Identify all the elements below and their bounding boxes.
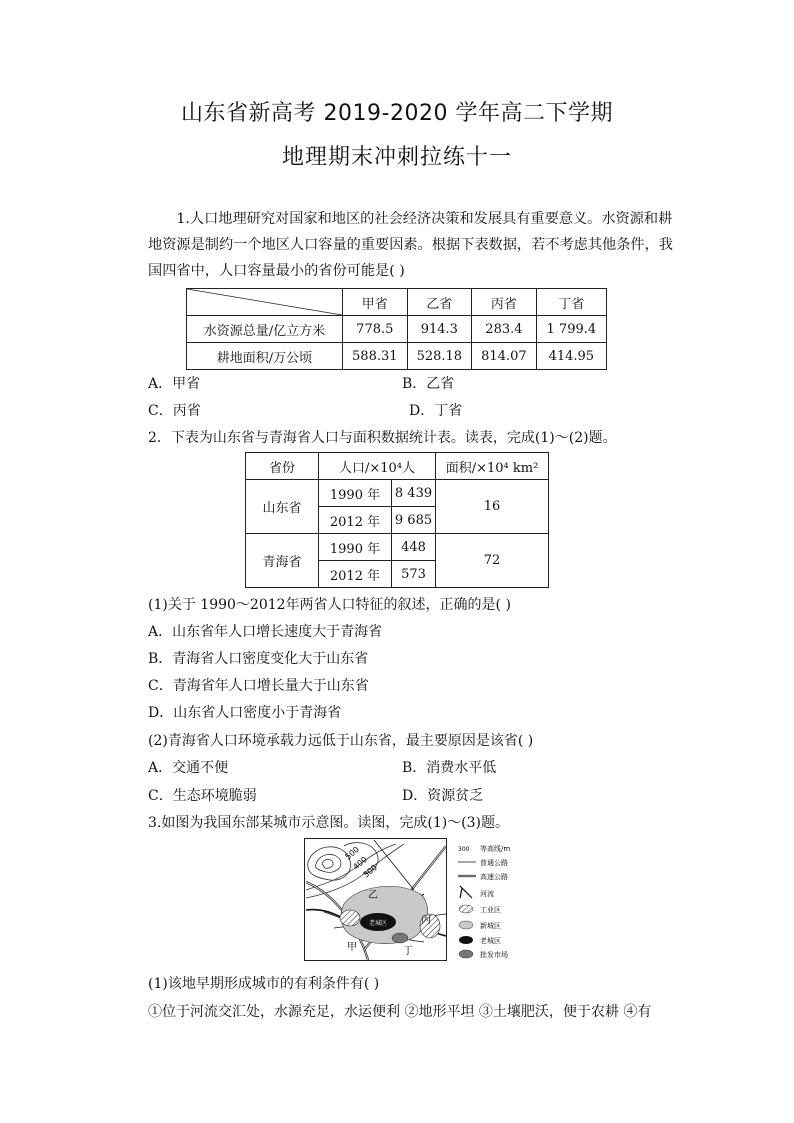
contour-line xyxy=(315,854,340,872)
legend-new-city-swatch xyxy=(459,921,473,929)
q2-sub2-option-c: C．生态环境脆弱 xyxy=(148,788,257,804)
q2-header-population: 人口/×10⁴人 xyxy=(319,453,436,480)
q1-header-bing: 丙省 xyxy=(472,289,537,316)
place-label-jia: 甲 xyxy=(347,942,357,953)
contour-label: 500 xyxy=(343,844,361,862)
q1-row-label-farmland: 耕地面积/万公顷 xyxy=(187,343,343,370)
q2-sub1-option-b: B．青海省人口密度变化大于山东省 xyxy=(148,651,369,667)
q2-shandong-year-1990: 1990 年 xyxy=(319,480,392,507)
place-label-ding: 丁 xyxy=(403,946,413,957)
road xyxy=(374,840,414,890)
q1-option-d: D．丁省 xyxy=(409,403,463,419)
q1-cell: 588.31 xyxy=(343,343,408,370)
place-label-yi: 乙 xyxy=(368,890,378,901)
legend-contour-label: 等高线/m xyxy=(480,845,511,853)
q3-sub1-options: ①位于河流交汇处，水源充足，水运便利 ②地形平坦 ③土壤肥沃，便于农耕 ④有 xyxy=(148,1004,652,1020)
q2-shandong-name: 山东省 xyxy=(246,480,319,534)
q2-stem: 2．下表为山东省与青海省人口与面积数据统计表。读表，完成(1)～(2)题。 xyxy=(148,430,617,446)
q2-qinghai-name: 青海省 xyxy=(246,534,319,588)
legend-river-label: 河流 xyxy=(480,890,494,898)
q2-table xyxy=(245,452,549,588)
q2-shandong-year-2012: 2012 年 xyxy=(319,507,392,534)
q1-header-yi: 乙省 xyxy=(407,289,472,316)
q2-sub2-stem: (2)青海省人口环境承载力远低于山东省，最主要原因是该省( ) xyxy=(148,733,534,749)
q2-header-area: 面积/×10⁴ km² xyxy=(436,453,549,480)
map-legend xyxy=(458,844,510,959)
q1-table-diagonal-cell xyxy=(187,289,343,316)
q1-cell: 414.95 xyxy=(536,343,606,370)
legend-industrial-swatch xyxy=(459,905,473,913)
place-label-bing: 丙 xyxy=(421,915,431,926)
city-map xyxy=(304,838,526,962)
legend-wholesale-swatch xyxy=(459,950,473,958)
q2-sub1-option-a: A．山东省年人口增长速度大于青海省 xyxy=(148,624,383,640)
q2-qinghai-year-1990: 1990 年 xyxy=(319,534,392,561)
q1-header-ding: 丁省 xyxy=(536,289,606,316)
q1-stem: 1.人口地理研究对国家和地区的社会经济决策和发展具有重要意义。水资源和耕地资源是制约一个地区人口容量的重要因素。根据下表数据，若不考虑其他条件，我国四省中，人口容量最小的省份可能是( ) xyxy=(148,211,673,279)
q1-option-b: B．乙省 xyxy=(402,376,455,392)
contour-label: 400 xyxy=(351,854,369,872)
legend-road-label: 普通公路 xyxy=(480,859,508,867)
q2-qinghai-pop-1990: 448 xyxy=(392,534,436,561)
contour-line xyxy=(322,859,333,868)
legend-highway-label: 高速公路 xyxy=(480,873,508,881)
legend-contour-value: 300 xyxy=(458,846,470,853)
old-city-label: 老城区 xyxy=(368,920,388,927)
q2-header-province: 省份 xyxy=(246,453,319,480)
legend-river-swatch xyxy=(460,886,472,898)
legend-new-city-label: 新城区 xyxy=(480,922,501,930)
wholesale-market xyxy=(392,933,408,943)
q3-stem: 3.如图为我国东部某城市示意图。读图，完成(1)～(3)题。 xyxy=(148,815,510,831)
q2-sub1-stem: (1)关于 1990～2012年两省人口特征的叙述，正确的是( ) xyxy=(148,597,511,613)
q2-shandong-area: 16 xyxy=(436,480,549,534)
q1-table xyxy=(186,288,607,370)
q2-sub2-option-a: A．交通不便 xyxy=(148,760,229,776)
legend-industrial-label: 工业区 xyxy=(480,906,501,914)
title-line-2: 地理期末冲刺拉练十一 xyxy=(281,145,512,170)
q1-cell: 778.5 xyxy=(343,316,408,343)
q1-cell: 1 799.4 xyxy=(536,316,606,343)
q1-option-c: C．丙省 xyxy=(148,403,201,419)
q1-cell: 528.18 xyxy=(407,343,472,370)
contour-label: 300 xyxy=(361,862,379,880)
q1-cell: 814.07 xyxy=(472,343,537,370)
q2-sub1-option-d: D．山东省人口密度小于青海省 xyxy=(148,705,342,721)
q2-qinghai-year-2012: 2012 年 xyxy=(319,561,392,588)
q2-sub1-option-c: C．青海省年人口增长量大于山东省 xyxy=(148,678,369,694)
q2-shandong-pop-2012: 9 685 xyxy=(392,507,436,534)
q1-header-jia: 甲省 xyxy=(343,289,408,316)
q2-shandong-pop-1990: 8 439 xyxy=(392,480,436,507)
q2-sub2-option-b: B．消费水平低 xyxy=(402,760,497,776)
q1-row-label-water: 水资源总量/亿立方米 xyxy=(187,316,343,343)
q2-sub2-option-d: D．资源贫乏 xyxy=(402,788,484,804)
legend-old-city-swatch xyxy=(459,936,473,944)
q1-cell: 283.4 xyxy=(472,316,537,343)
q2-qinghai-pop-2012: 573 xyxy=(392,561,436,588)
q3-sub1-stem: (1)该地早期形成城市的有利条件有( ) xyxy=(148,976,380,992)
legend-wholesale-label: 批发市场 xyxy=(480,951,508,959)
industrial-zone xyxy=(340,910,360,926)
legend-old-city-label: 老城区 xyxy=(480,937,501,945)
q1-option-a: A．甲省 xyxy=(148,376,201,392)
q2-qinghai-area: 72 xyxy=(436,534,549,588)
title-line-1: 山东省新高考 2019-2020 学年高二下学期 xyxy=(181,101,613,126)
q1-cell: 914.3 xyxy=(407,316,472,343)
